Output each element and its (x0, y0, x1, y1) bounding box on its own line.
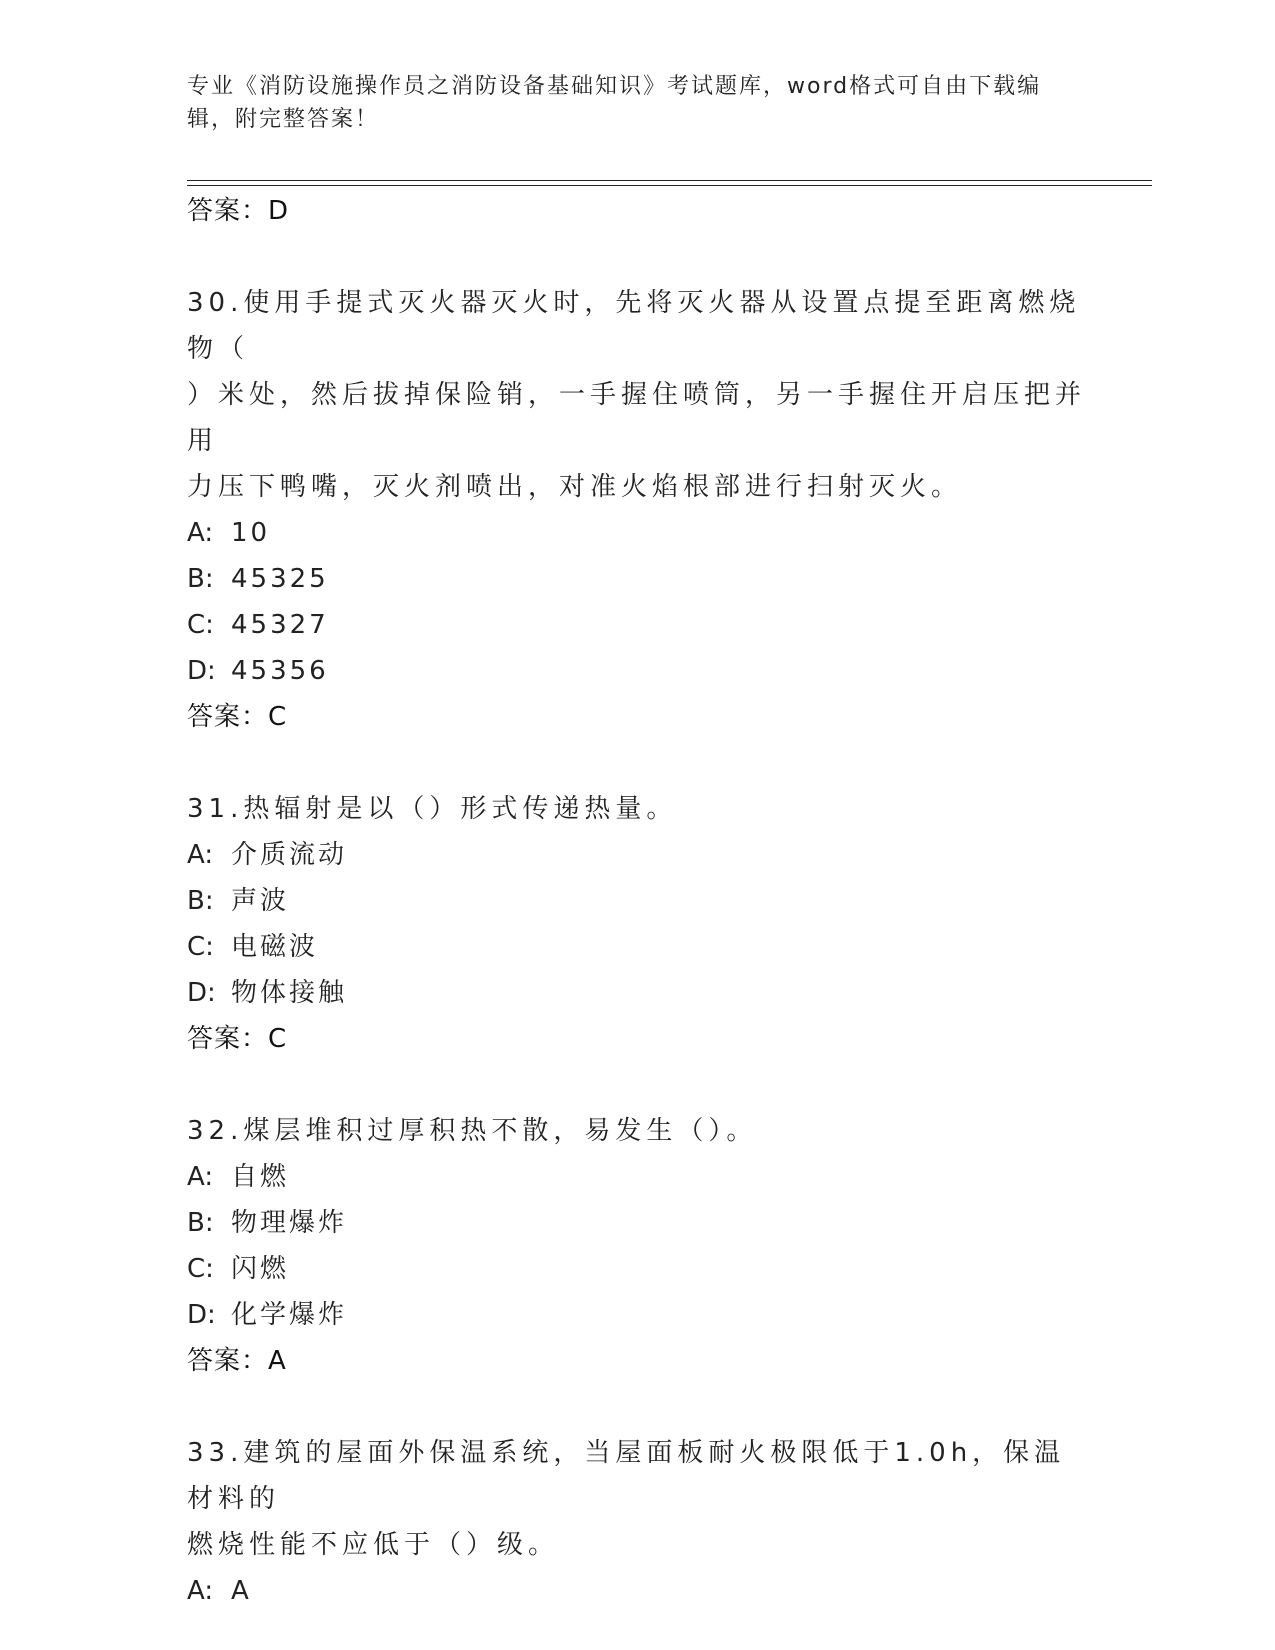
spacer (187, 1062, 1087, 1108)
question-list (187, 188, 1087, 1614)
spacer (187, 234, 1087, 280)
question-31 (187, 786, 1087, 1062)
option-a: A: 介质流动 (187, 840, 348, 870)
answer-line: 答案：C (187, 702, 288, 732)
option-b: B: 45325 (187, 564, 329, 594)
answer-line: 答案：C (187, 1024, 288, 1054)
document-header (187, 70, 1087, 136)
question-text-line: ）米处，然后拔掉保险销，一手握住喷筒，另一手握住开启压把并用 (187, 380, 1087, 456)
option-b: B: 声波 (187, 886, 290, 916)
question-text-line: 燃烧性能不应低于（）级。 (187, 1530, 560, 1560)
option-a: A: A (187, 1576, 252, 1606)
question-text-line: 33.建筑的屋面外保温系统，当屋面板耐火极限低于1.0h，保温材料的 (187, 1438, 1066, 1514)
header-rule-bottom (187, 185, 1152, 186)
option-c: C: 电磁波 (187, 932, 319, 962)
header-text: 专业《消防设施操作员之消防设备基础知识》考试题库，word格式可自由下载编辑，附完整答案！ (187, 74, 1042, 132)
answer-line: 答案：D (187, 196, 290, 226)
question-33 (187, 1430, 1087, 1614)
option-d: D: 45356 (187, 656, 329, 686)
option-b: B: 物理爆炸 (187, 1208, 348, 1238)
option-d: D: 物体接触 (187, 978, 348, 1008)
answer-line: 答案：A (187, 1346, 287, 1376)
spacer (187, 740, 1087, 786)
question-text-line: 32.煤层堆积过厚积热不散，易发生（）。 (187, 1116, 758, 1146)
option-c: C: 45327 (187, 610, 329, 640)
header-rule-top (187, 180, 1152, 181)
spacer (187, 1384, 1087, 1430)
option-a: A: 自燃 (187, 1162, 290, 1192)
question-text-line: 31.热辐射是以（）形式传递热量。 (187, 794, 678, 824)
question-30 (187, 280, 1087, 740)
question-text-line: 30.使用手提式灭火器灭火时，先将灭火器从设置点提至距离燃烧物（ (187, 288, 1081, 364)
option-c: C: 闪燃 (187, 1254, 290, 1284)
question-32 (187, 1108, 1087, 1384)
option-a: A: 10 (187, 518, 271, 548)
option-d: D: 化学爆炸 (187, 1300, 348, 1330)
question-text-line: 力压下鸭嘴，灭火剂喷出，对准火焰根部进行扫射灭火。 (187, 472, 963, 502)
